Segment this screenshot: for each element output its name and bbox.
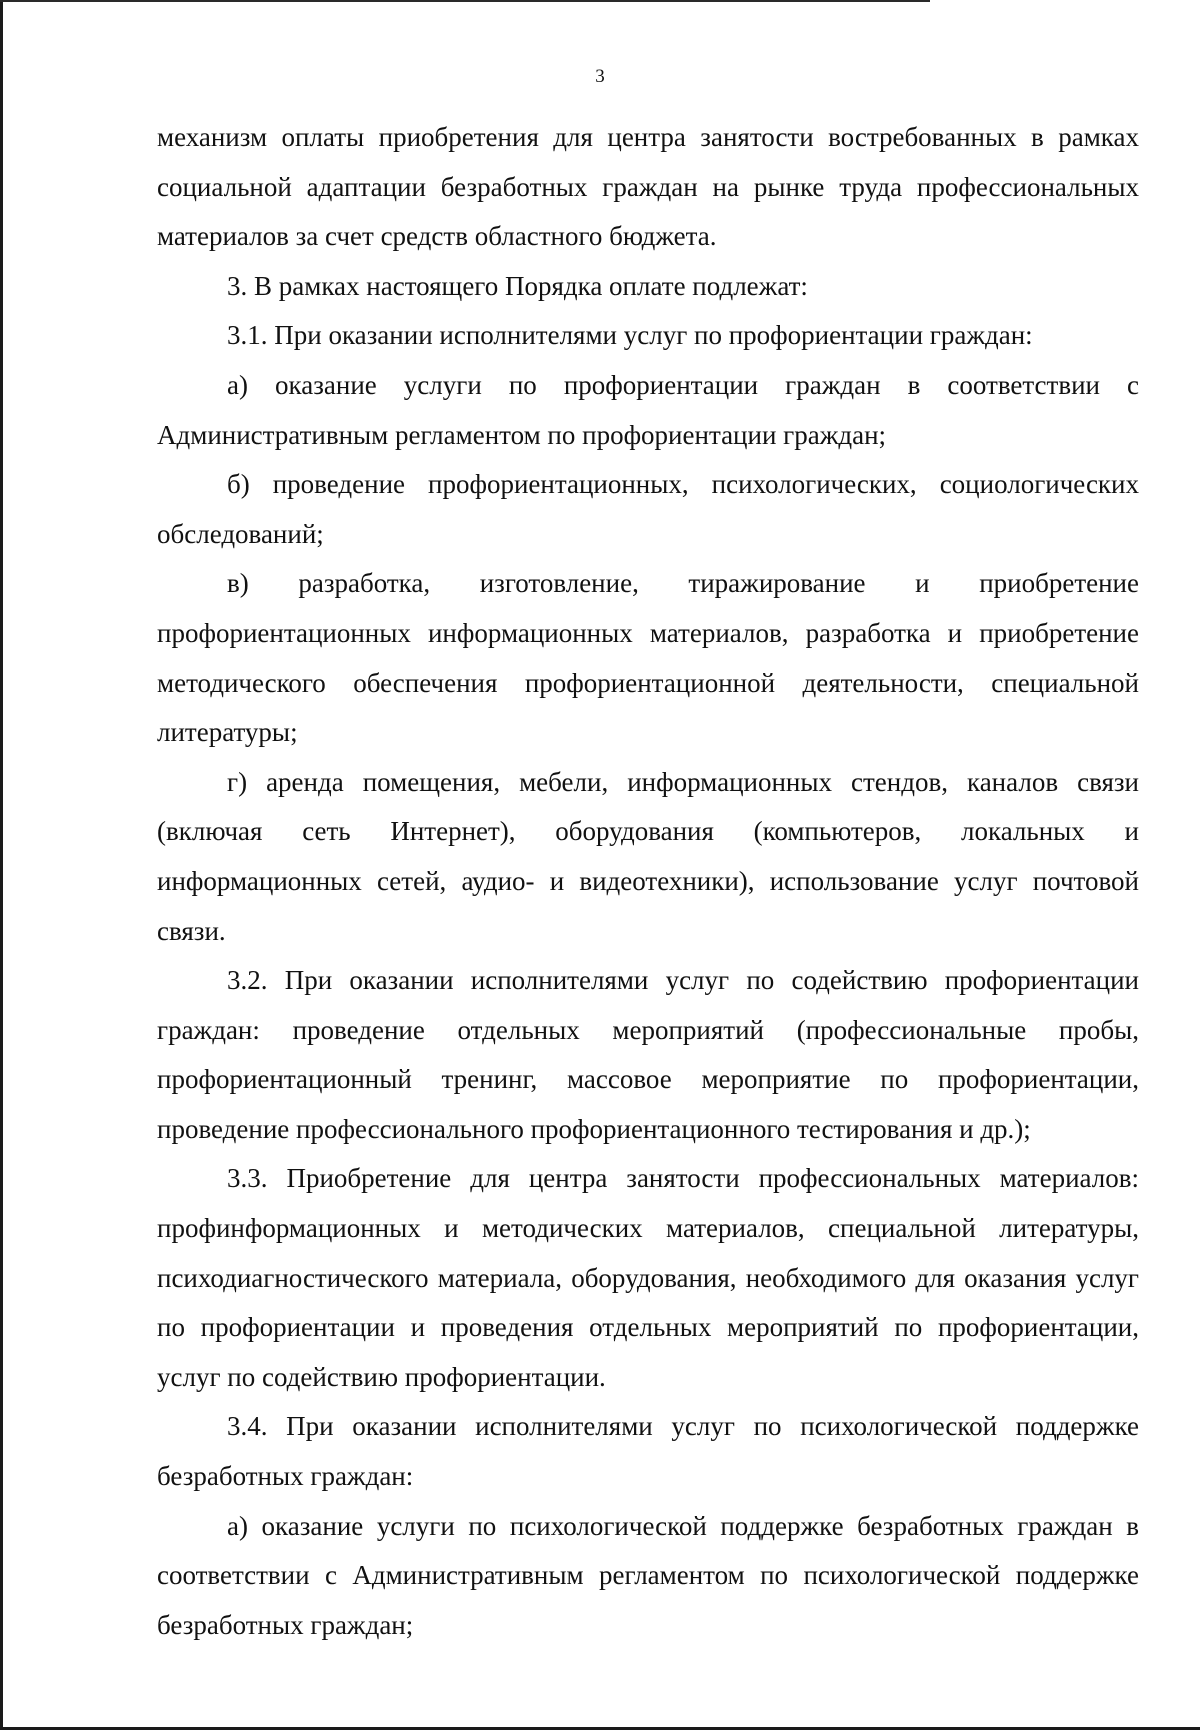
page-number: 3 (595, 66, 605, 87)
paragraph-item-3-1-b: б) проведение профориентационных, психологических, социологических обследований; (157, 469, 1139, 549)
scan-edge-top (0, 0, 930, 2)
paragraph-continuation: механизм оплаты приобретения для центра занятости востребованных в рамках социальной адаптации безработных граждан на рынке труда профессиональных материалов за счет средств областного бюджета. (157, 122, 1139, 252)
paragraph-item-3-4: 3.4. При оказании исполнителями услуг по психологической поддержке безработных граждан: (157, 1411, 1139, 1492)
paragraph-item-3-1-a: а) оказание услуги по профориентации граждан в соответствии с Административным регламентом по профориентации граждан; (157, 369, 1139, 450)
paragraph-item-3-4-a: а) оказание услуги по психологической поддержке безработных граждан в соответствии с Административным регламентом по психологической поддержке безработных граждан; (157, 1510, 1139, 1640)
paragraph-item-3-3: 3.3. Приобретение для центра занятости профессиональных материалов: профинформационных и методических материалов, специальной литературы, психодиагностического материала, оборудования, необходимого для оказания услуг по профориентации и проведения отдельных мероприятий по профориентации, услуг по содействию профориентации. (157, 1163, 1139, 1392)
paragraph-item-3-2: 3.2. При оказании исполнителями услуг по содействию профориентации граждан: проведение отдельных мероприятий (профессиональные пробы, профориентационный тренинг, массовое мероприятие по профориентации, проведение профессионального профориентационного тестирования и др.); (157, 965, 1139, 1144)
document-body (157, 113, 1139, 1650)
paragraph-item-3-1: 3.1. При оказании исполнителями услуг по профориентации граждан: (227, 320, 1033, 351)
scan-edge-left (0, 0, 3, 1730)
paragraph-item-3-1-v: в) разработка, изготовление, тиражирование и приобретение профориентационных информационных материалов, разработка и приобретение методического обеспечения профориентационной деятельности, специальной литературы; (157, 568, 1139, 748)
paragraph-item-3: 3. В рамках настоящего Порядка оплате подлежат: (227, 270, 808, 301)
paragraph-item-3-1-g: г) аренда помещения, мебели, информационных стендов, каналов связи (включая сеть Интернет), оборудования (компьютеров, локальных и информационных сетей, аудио- и видеотехники), использование услуг почтовой связи. (157, 766, 1139, 946)
